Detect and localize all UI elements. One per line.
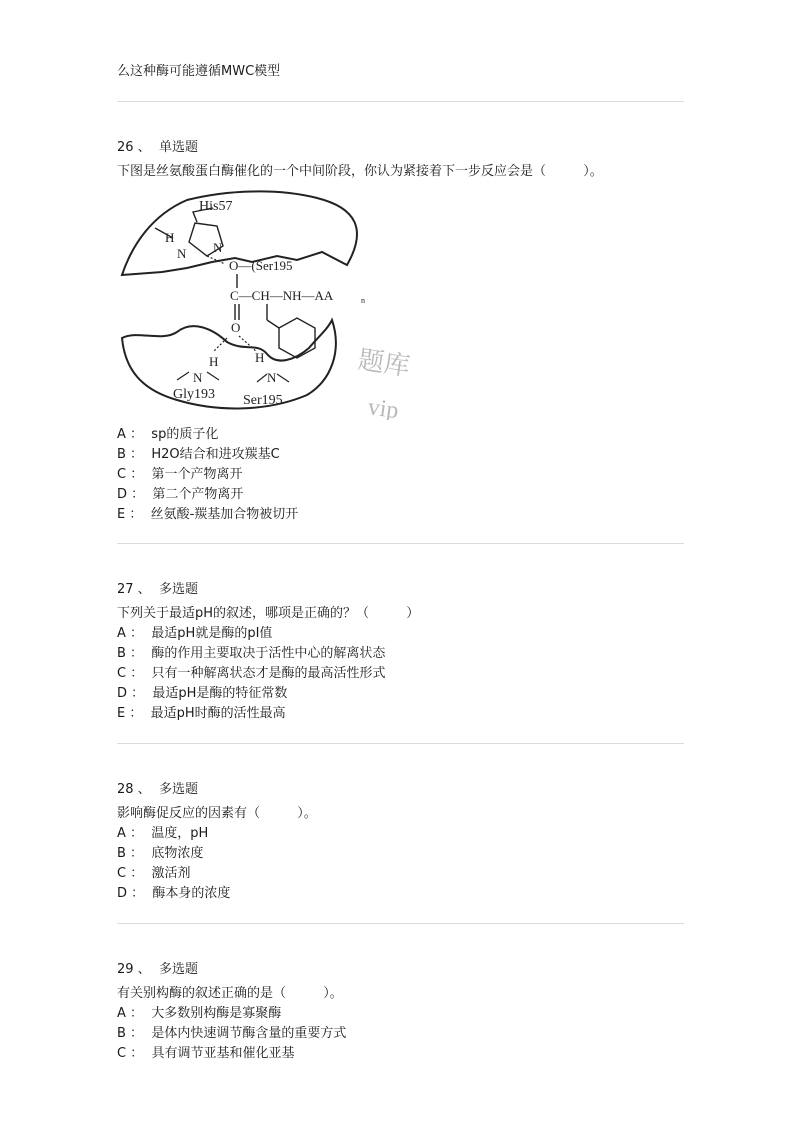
label-chain: C—CH—NH—AA	[230, 288, 334, 303]
q27-option-d: D ： 最适pH是酶的特征常数	[117, 686, 288, 701]
q27-option-a: A ： 最适pH就是酶的pI值	[117, 626, 273, 641]
q28-option-b: B ： 底物浓度	[117, 846, 204, 861]
question-29-stem: 有关别构酶的叙述正确的是（ ）。	[117, 986, 343, 1001]
divider	[117, 743, 684, 744]
q27-option-b: B ： 酶的作用主要取决于活性中心的解离状态	[117, 646, 386, 661]
label-his57: His57	[199, 199, 233, 214]
q26-option-a: A ： sp的质子化	[117, 427, 219, 442]
q26-option-d: D ： 第二个产物离开	[117, 487, 244, 502]
watermark-text-1: 题库	[356, 345, 412, 382]
divider	[117, 543, 684, 544]
top-text-line: 么这种酶可能遵循MWC模型	[117, 64, 281, 79]
label-h-gly: H	[209, 354, 219, 369]
label-ser195-top: O—(Ser195	[229, 258, 293, 273]
q27-option-e: E ： 最适pH时酶的活性最高	[117, 706, 286, 721]
label-n-ser: N	[193, 370, 203, 385]
label-n-left: N	[177, 246, 187, 261]
watermark-text-2: vip	[366, 394, 401, 420]
label-gly193: Gly193	[173, 387, 215, 402]
label-n-mid: N	[267, 370, 277, 385]
q26-option-c: C ： 第一个产物离开	[117, 467, 243, 482]
q26-option-e: E ： 丝氨酸-羰基加合物被切开	[117, 507, 299, 522]
label-n-ring: N	[213, 240, 223, 255]
question-27-header: 27 、 多选题	[117, 582, 198, 597]
q28-option-c: C ： 激活剂	[117, 866, 191, 881]
question-27-stem: 下列关于最适pH的叙述，哪项是正确的？（ ）	[117, 606, 420, 621]
q26-option-b: B ： H2O结合和进攻羰基C	[117, 447, 280, 462]
q28-option-a: A ： 温度，pH	[117, 826, 209, 841]
label-chain-sub: n	[361, 296, 365, 305]
label-h-mid: H	[255, 350, 265, 365]
question-28-header: 28 、 多选题	[117, 782, 198, 797]
label-ser195-bottom: Ser195	[243, 393, 283, 408]
q27-option-c: C ： 只有一种解离状态才是酶的最高活性形式	[117, 666, 386, 681]
question-26-header: 26 、 单选题	[117, 140, 198, 155]
q28-option-d: D ： 酶本身的浓度	[117, 886, 231, 901]
q29-option-b: B ： 是体内快速调节酶含量的重要方式	[117, 1026, 347, 1041]
question-28-stem: 影响酶促反应的因素有（ ）。	[117, 806, 317, 821]
question-29-header: 29 、 多选题	[117, 962, 198, 977]
question-26-stem: 下图是丝氨酸蛋白酶催化的一个中间阶段，你认为紧接着下一步反应会是（ ）。	[117, 164, 603, 179]
label-h-left: H	[165, 230, 175, 245]
label-carbonyl-o: O	[231, 320, 241, 335]
q29-option-c: C ： 具有调节亚基和催化亚基	[117, 1046, 295, 1061]
serine-protease-diagram	[117, 190, 417, 420]
divider	[117, 101, 684, 102]
divider	[117, 923, 684, 924]
q29-option-a: A ： 大多数别构酶是寡聚酶	[117, 1006, 282, 1021]
